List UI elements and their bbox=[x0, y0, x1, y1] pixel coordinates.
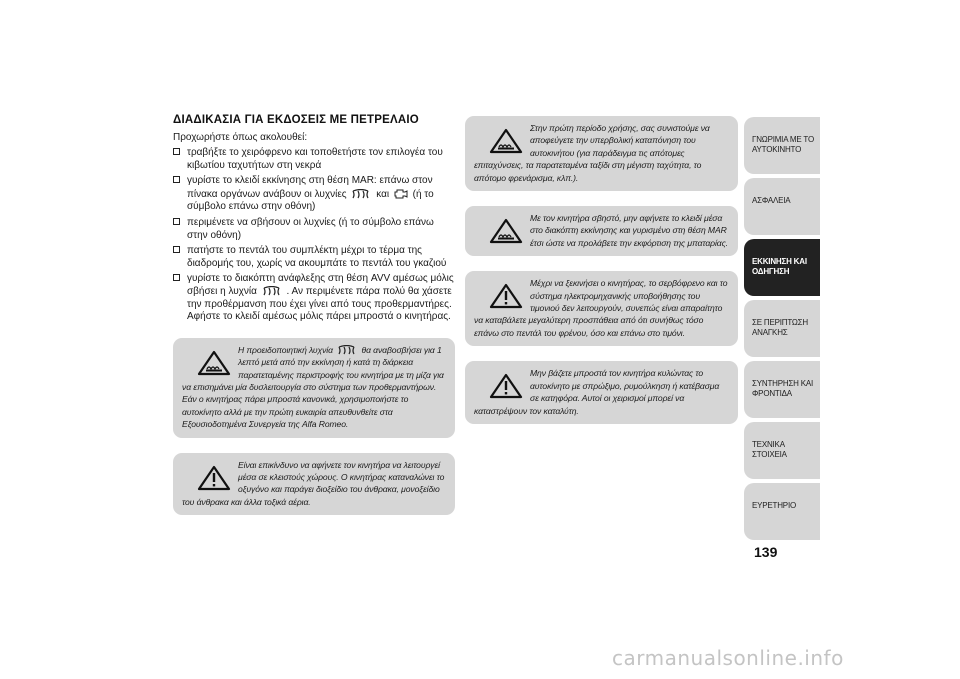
tab-starting-driving[interactable]: ΕΚΚΙΝΗΣΗ ΚΑΙ ΟΔΗΓΗΣΗ bbox=[744, 239, 820, 296]
middle-column bbox=[465, 116, 738, 439]
tab-technical-data[interactable]: ΤΕΧΝΙΚΑ ΣΤΟΙΧΕΙΑ bbox=[744, 422, 820, 479]
checkbox-bullet-icon bbox=[173, 148, 180, 155]
section-title: ΔΙΑΔΙΚΑΣΙΑ ΓΙΑ ΕΚΔΟΣΕΙΣ ΜΕ ΠΕΤΡΕΛΑΙΟ bbox=[173, 114, 419, 126]
procedure-steps bbox=[173, 147, 455, 324]
step-text: πατήστε το πεντάλ του συμπλέκτη μέχρι το τέρμα της διαδρομής του, χωρίς να ακουμπάτε το πεντάλ του γκαζιού bbox=[187, 245, 447, 269]
step-text: τραβήξτε το χειρόφρενο και τοποθετήστε τον επιλογέα του κιβωτίου ταχυτήτων στη νεκρά bbox=[187, 147, 443, 171]
glow-plug-icon bbox=[351, 189, 371, 199]
checkbox-bullet-icon bbox=[173, 274, 180, 281]
list-item bbox=[173, 217, 455, 242]
checkbox-bullet-icon bbox=[173, 246, 180, 253]
warning-box bbox=[173, 453, 455, 516]
warning-triangle-icon bbox=[488, 128, 524, 154]
left-column bbox=[173, 114, 455, 530]
warning-triangle-icon bbox=[488, 218, 524, 244]
step-text-tail: (ή το σύμβολο επάνω στην οθόνη) bbox=[187, 188, 434, 213]
warning-box bbox=[465, 206, 738, 256]
tab-safety[interactable]: ΑΣΦΑΛΕΙΑ bbox=[744, 178, 820, 235]
glow-plug-icon bbox=[337, 345, 357, 355]
step-text: γυρίστε το κλειδί εκκίνησης στη θέση MAR: επάνω στον πίνακα οργάνων ανάβουν οι λυχνίες bbox=[187, 175, 433, 200]
list-item bbox=[173, 273, 455, 323]
warning-box bbox=[465, 361, 738, 424]
step-text: περιμένετε να σβήσουν οι λυχνίες (ή το σύμβολο επάνω στην οθόνη) bbox=[187, 216, 434, 241]
tab-maintenance[interactable]: ΣΥΝΤΗΡΗΣΗ ΚΑΙ ΦΡΟΝΤΙΔΑ bbox=[744, 361, 820, 418]
warning-text: Είναι επικίνδυνο να αφήνετε τον κινητήρα να λειτουργεί μέσα σε κλειστούς χώρους. Ο κινητήρας καταναλώνει το οξυγόνο και παράγει διοξείδιο του άνθρακα, μονοξείδιο του άνθρακα και άλλα τοξικά αέρια. bbox=[182, 459, 445, 507]
list-item bbox=[173, 245, 455, 270]
tab-getting-to-know[interactable]: ΓΝΩΡΙΜΙΑ ΜΕ ΤΟ ΑΥΤΟΚΙΝΗΤΟ bbox=[744, 117, 820, 174]
list-item bbox=[173, 175, 455, 214]
warning-text-pre: Η προειδοποιητική λυχνία bbox=[238, 344, 333, 355]
warning-triangle-icon bbox=[196, 465, 232, 491]
tab-emergency[interactable]: ΣΕ ΠΕΡΙΠΤΩΣΗ ΑΝΑΓΚΗΣ bbox=[744, 300, 820, 357]
glow-plug-icon bbox=[262, 286, 282, 296]
step-text-tail: . Αν περιμένετε πάρα πολύ θα χάσετε την προθέρμανση που έχει γίνει από τους προθερμαντήρες. Αφήστε το κλειδί αμέσως μόλις πάρει μπροστά ο κινητήρας. bbox=[187, 285, 452, 323]
warning-triangle-icon bbox=[488, 283, 524, 309]
warning-text: Στην πρώτη περίοδο χρήσης, σας συνιστούμε να αποφεύγετε την υπερβολική καταπόνηση του αυτοκινήτου (για παράδειγμα τις απότομες επιταχύνσεις, τα παρατεταμένα ταξίδι στη μέγιστη ταχύτητα, το απότομο φρενάρισμα, κλπ.). bbox=[474, 123, 710, 183]
warning-text: Μην βάζετε μπροστά τον κινητήρα κυλώντας το αυτοκίνητο με σπρώξιμο, ρυμούλκηση ή κατέβασμα σε κατηφόρα. Αυτοί οι χειρισμοί μπορεί να καταστρέψουν τον καταλύτη. bbox=[474, 368, 720, 416]
warning-box bbox=[173, 338, 455, 438]
step-text-mid: και bbox=[376, 188, 390, 200]
warning-triangle-icon bbox=[196, 350, 232, 376]
list-item bbox=[173, 147, 455, 172]
warning-text: Με τον κινητήρα σβηστό, μην αφήνετε το κλειδί μέσα στο διακόπτη εκκίνησης και γυρισμένο στη θέση MAR έτσι ώστε να προλάβετε την εκφόρτιση της μπαταρίας. bbox=[530, 213, 728, 248]
step-text: γυρίστε το διακόπτη ανάφλεξης στη θέση AVV αμέσως μόλις σβήσει η λυχνία bbox=[187, 273, 454, 297]
warning-box bbox=[465, 271, 738, 346]
tab-index[interactable]: ΕΥΡΕΤΗΡΙΟ bbox=[744, 483, 820, 540]
engine-icon bbox=[394, 188, 408, 199]
warning-triangle-icon bbox=[488, 373, 524, 399]
page-number: 139 bbox=[754, 544, 778, 560]
watermark: carmanualsonline.info bbox=[612, 646, 844, 670]
intro-text: Προχωρήστε όπως ακολουθεί: bbox=[173, 132, 308, 143]
warning-box bbox=[465, 116, 738, 191]
checkbox-bullet-icon bbox=[173, 218, 180, 225]
checkbox-bullet-icon bbox=[173, 176, 180, 183]
chapter-tabs bbox=[744, 117, 820, 544]
warning-text: Μέχρι να ξεκινήσει ο κινητήρας, το σερβόφρενο και το σύστημα ηλεκτρομηχανικής υποβοήθησης του τιμονιού δεν λειτουργούν, συνεπώς είναι απαραίτητο να καταβάλετε μεγαλύτερη προσπάθεια από ότι συνήθως τόσο επάνω στο πεντάλ του φρένου, όσο και επάνω στο τιμόνι. bbox=[474, 278, 728, 338]
warning-text-post: θα αναβοσβήσει για 1 λεπτό μετά από την εκκίνηση ή κατά τη διάρκεια παρατεταμένης περιστροφής του κινητήρα με τη μίζα για να επισημάνει μία δυσλειτουργία στο σύστημα των προθερμαντήρων. Εάν ο κινητήρας πάρει μπροστά κανονικά, χρησιμοποιήστε το αυτοκίνητο αλλά με την πρώτη ευκαιρία απευθυνθείτε στα Εξουσιοδοτημένα Συνεργεία της Alfa Romeo. bbox=[182, 344, 444, 430]
